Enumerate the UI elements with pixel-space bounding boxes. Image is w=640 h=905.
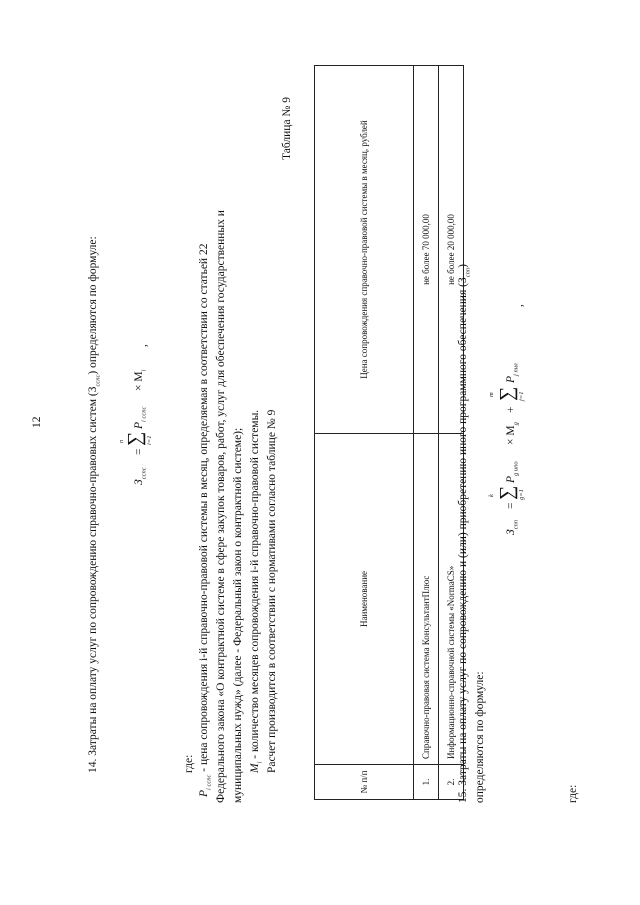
formula15-plus: + [505,406,517,413]
section-15-line-2: определяются по формуле: [474,671,486,803]
sum2-bottom: j=1 [518,391,525,401]
sum1-symbol: ∑ [496,485,518,500]
where-label-14: где: [183,754,195,773]
where-label-15: где: [567,784,579,803]
def1-line-2: Федерального закона «О контрактной системе в сфере закупок товаров, работ, услуг для обеспечения государственных и [215,210,227,803]
formula-comma: , [137,344,149,347]
formula-p: $P_{i сспс}$ [133,406,148,429]
formula15-p2: $P_{j пнл}$ [505,363,520,383]
z-spp-symbol: $З_{спп}$ [457,267,472,284]
table-cell-price: не более 20 000,00 [439,66,464,434]
def1-symbol: $P_{i сспс}$ [198,774,213,797]
def2-symbol: $M_i$ [249,761,264,773]
table-header-price: Цена сопровождения справочно-правовой системы в месяц, рублей [315,66,414,434]
table-cell-num: 2. [439,765,464,800]
sum2-top: m [488,392,495,397]
formula15-p1: $P_{g ипо}$ [505,461,520,483]
sum-top: n [118,439,125,443]
table-header-name: Наименование [315,434,414,765]
table-row [414,66,439,800]
formula15-eq: = [505,502,517,509]
page-number: 12 [31,416,43,428]
sum2-symbol: ∑ [496,386,518,401]
sum-bottom: i=1 [146,435,153,445]
def1-line-1: $P_{i сспс}$ - цена сопровождения i-й справочно-правовой системы в месяц, определяемая в соответствии со статьей 22 [198,243,213,797]
section-15-heading: 15. Затраты на оплату услуг по сопровождению и (или) приобретению иного программного обеспечения $(З_{спп})$ [457,264,472,803]
sum1-bottom: g=1 [518,489,525,500]
sum1-top: k [488,494,495,497]
table-cell-num: 1. [414,765,439,800]
table-cell-name: Информационно-справочной системы «NormaCS» [439,434,464,765]
table-9 [314,65,464,800]
formula-eq: = [133,448,145,455]
z-sspc-symbol: $З_{сспс}$ [87,374,102,393]
table-cell-name: Справочно-правовая система КонсультантПлюс [414,434,439,765]
formula-lhs: $З_{сспс}$ [133,467,148,485]
table-header-num: № п/п [315,765,414,800]
formula15-times-m: × $M_g$ [505,422,520,445]
table-cell-price: не более 70 000,00 [414,66,439,434]
table-9-caption: Таблица № 9 [281,96,293,160]
calc-text: Расчет производится в соответствии с нормативами согласно таблице № 9 [266,409,278,773]
table-header-row [315,66,414,800]
section-14-heading: 14. Затраты на оплату услуг по сопровождению справочно-правовых систем $(З_{сспс})$ определяются по формуле: [87,236,102,773]
def2-line: $M_i$ - количество месяцев сопровождения i-й справочно-правовой системы. [249,409,264,773]
sum-symbol: ∑ [124,431,146,446]
formula15-comma: , [513,304,525,307]
formula-times-m: × $M_i$ [133,369,148,391]
formula15-lhs: $З_{спп}$ [505,519,520,535]
def1-line-3: муниципальных нужд» (далее - Федеральный закон о контрактной системе); [232,427,244,803]
